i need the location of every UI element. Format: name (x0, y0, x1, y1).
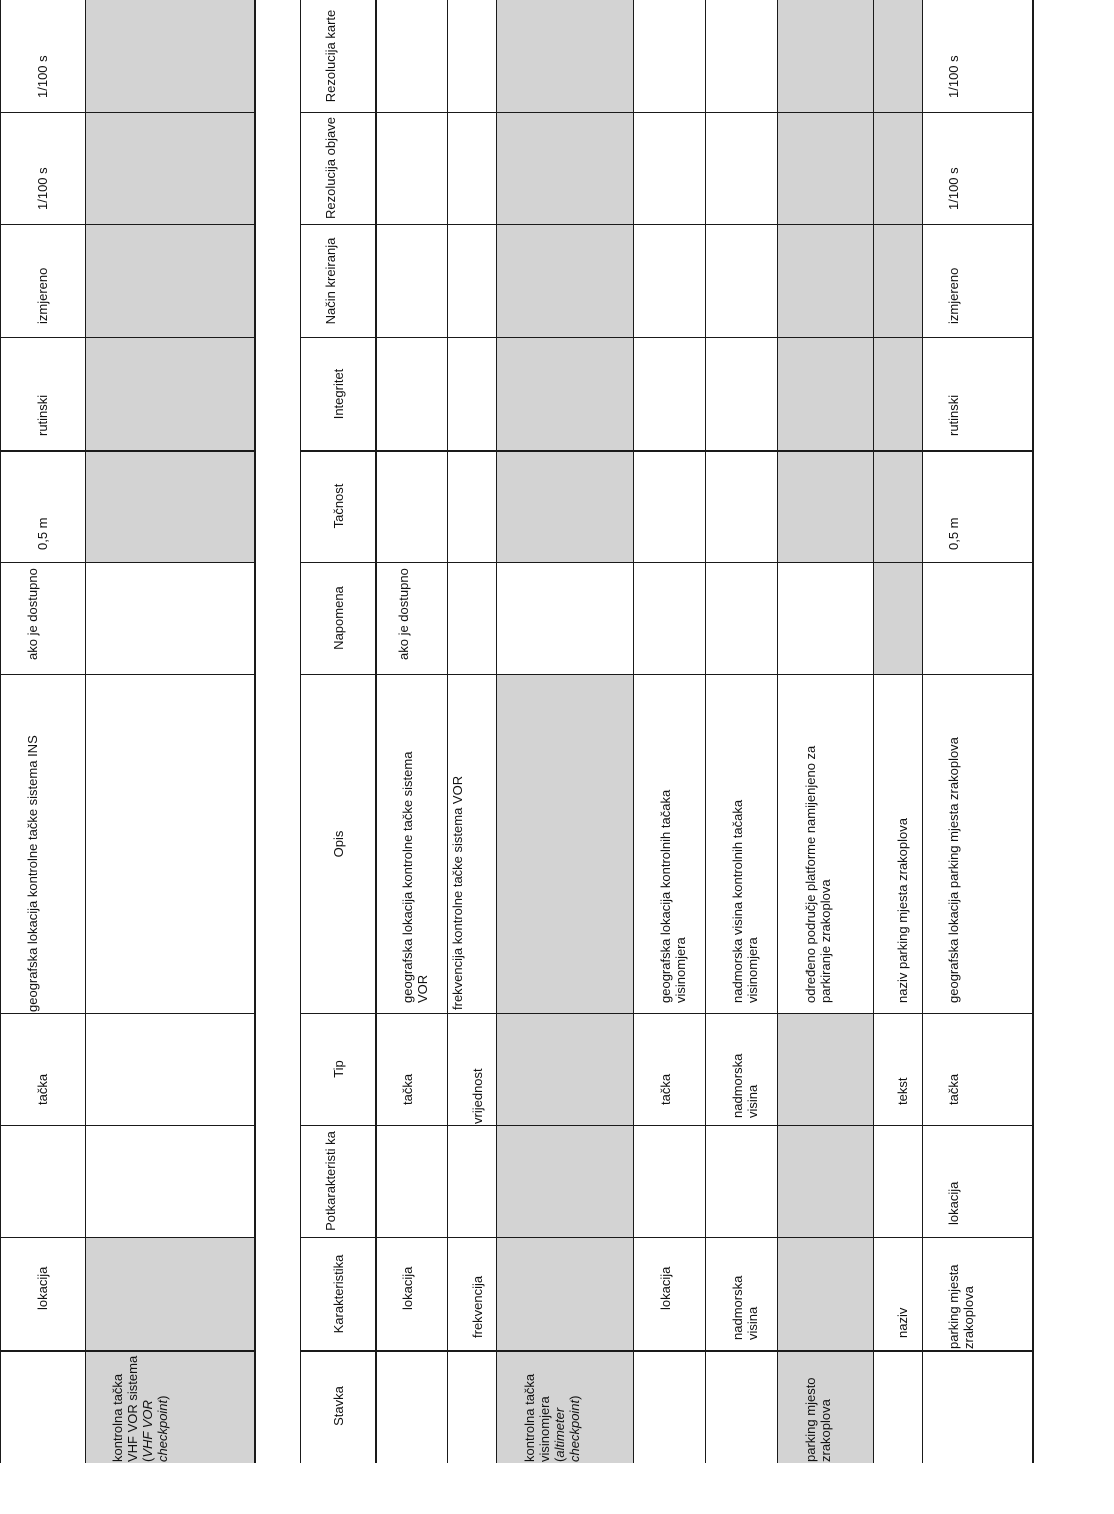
ins-tip: tačka (35, 1073, 50, 1105)
ins-integritet: rutinski (35, 394, 50, 436)
parking-lokacija-karakteristika: parking mjesta zrakoplova (946, 1264, 976, 1349)
header-integritet: Integritet (331, 368, 346, 420)
parking-naziv-opis: naziv parking mjesta zrakoplova (895, 818, 910, 1003)
header-stavka: Stavka (331, 1386, 346, 1426)
parking-lokacija-potkarakteristika: lokacija (946, 1181, 961, 1225)
vor-checkpoint-stavka: kontrolna tačka VHF VOR sistema (VHF VOR checkpoint) (110, 1355, 170, 1462)
altimeter-lokacija-opis: geografska lokacija kontrolnih tačaka visinomjera (658, 789, 688, 1003)
parking-lokacija-integritet: rutinski (946, 394, 961, 436)
white-cell (85, 563, 255, 1238)
ins-opis: geografska lokacija kontrolne tačke sistema INS (25, 735, 40, 1012)
parking-lokacija-rez-karte: 1/100 s (946, 55, 961, 98)
vor-lokacija-opis: geografska lokacija kontrolne tačke sistema VOR (400, 751, 430, 1003)
parking-opis: određeno područje platforme namijenjeno za parkiranje zrakoplova (803, 745, 833, 1003)
shaded-row-altimeter (496, 0, 634, 1463)
header-tip: Tip (331, 1060, 346, 1078)
header-napomena: Napomena (331, 586, 346, 650)
altimeter-visina-opis: nadmorska visina kontrolnih tačaka visinomjera (730, 799, 760, 1003)
header-opis: Opis (331, 830, 346, 858)
header-rezolucija-karte: Rezolucija karte (323, 9, 338, 103)
altimeter-visina-karakteristika: nadmorska visina (730, 1275, 760, 1340)
ins-napomena: ako je dostupno (25, 568, 40, 660)
altimeter-lokacija-tip: tačka (658, 1073, 673, 1105)
header-potkarakteristika: Potkarakteristi ka (323, 1131, 338, 1231)
parking-lokacija-tip: tačka (946, 1073, 961, 1105)
parking-lokacija-nacin: izmjereno (946, 267, 961, 324)
header-nacin-kreiranja: Način kreiranja (323, 237, 338, 325)
header-rezolucija-objave: Rezolucija objave (323, 117, 338, 219)
vor-lokacija-tip: tačka (400, 1073, 415, 1105)
white-cell (496, 563, 634, 675)
vor-lokacija-karakteristika: lokacija (400, 1266, 415, 1310)
parking-lokacija-opis: geografska lokacija parking mjesta zrakoplova (946, 737, 961, 1003)
parking-lokacija-tacnost: 0,5 m (946, 517, 961, 550)
altimeter-lokacija-karakteristika: lokacija (658, 1266, 673, 1310)
ins-nacin: izmjereno (35, 267, 50, 324)
altimeter-visina-tip: nadmorska visina (730, 1053, 760, 1118)
vor-frekvencija-karakteristika: frekvencija (470, 1275, 485, 1338)
vor-frekvencija-tip: vrijednost (470, 1068, 485, 1124)
ins-karakteristika: lokacija (35, 1266, 50, 1310)
vor-frekvencija-opis: frekvencija kontrolne tačke sistema VOR (450, 775, 465, 1010)
parking-stavka: parking mjesto zrakoplova (803, 1377, 833, 1462)
header-karakteristika: Karakteristika (331, 1254, 346, 1334)
ins-rez-objave: 1/100 s (35, 167, 50, 210)
header-tacnost: Tačnost (331, 483, 346, 529)
ins-tacnost: 0,5 m (35, 517, 50, 550)
vor-lokacija-napomena: ako je dostupno (396, 568, 411, 660)
ins-rez-karte: 1/100 s (35, 55, 50, 98)
parking-naziv-karakteristika: naziv (895, 1307, 910, 1338)
altimeter-checkpoint-stavka: kontrolna tačka visinomjera (altimeter checkpoint) (522, 1373, 582, 1462)
parking-naziv-tip: tekst (895, 1077, 910, 1105)
parking-lokacija-rez-objave: 1/100 s (946, 167, 961, 210)
